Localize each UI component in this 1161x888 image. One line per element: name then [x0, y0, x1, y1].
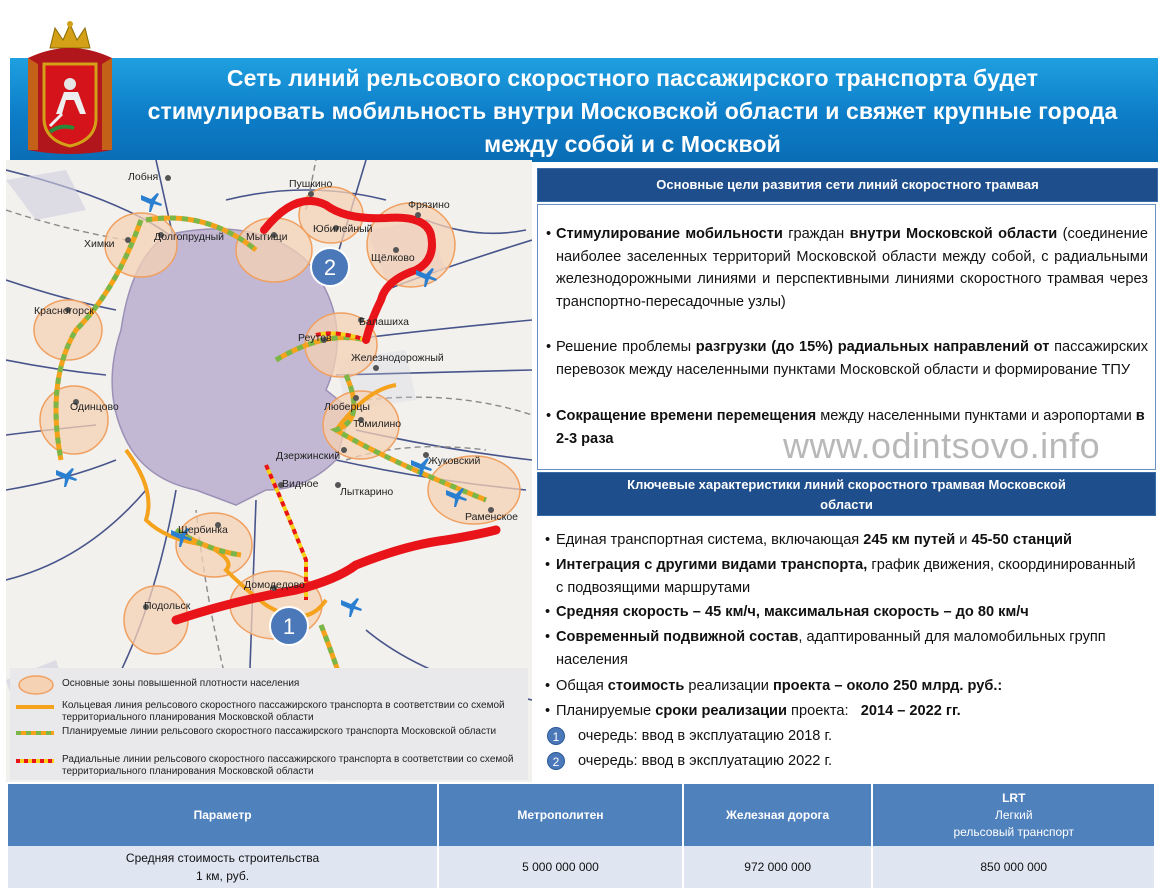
map-legend — [10, 668, 528, 780]
coat-of-arms-icon — [20, 18, 120, 158]
legend-planned-text: Планируемые линии рельсового скоростного пассажирского транспорта Московской области — [62, 726, 497, 737]
goal-3-bold-1: Сокращение времени перемещения — [556, 408, 817, 424]
legend-zones-text: Основные зоны повышенной плотности населения — [62, 678, 300, 689]
goal-2-text-2: пассажирских перевозок между населенными пунктами Московской области и формирование ТПУ — [556, 339, 1148, 378]
legend-planned-swatch — [16, 728, 56, 738]
map-label-khimki: Химки — [84, 238, 115, 250]
goal-3-text-1: между населенными пунктами и аэропортами — [816, 408, 1136, 424]
table-cell-metro: 5 000 000 000 — [439, 846, 682, 888]
char-5-text-2: реализации — [684, 678, 773, 694]
characteristics-heading-line-2: области — [820, 497, 873, 512]
bullet: • — [546, 408, 552, 424]
map-label-shcherbinka: Щербинка — [178, 524, 228, 536]
legend-zones — [10, 678, 528, 698]
legend-radial-text: Радиальные линии рельсового скоростного пассажирского транспорта в соответствии со схемой территориального планирования Московской области — [62, 754, 514, 777]
bullet: • — [545, 703, 551, 719]
goal-2-text-1: Решение проблемы — [556, 339, 696, 355]
title-line-3: между собой и с Москвой — [484, 131, 781, 157]
stage-2-text: очередь: ввод в эксплуатацию 2022 г. — [578, 753, 833, 769]
map-label-reutov: Реутов — [298, 332, 332, 344]
char-1-bold-1: 245 км путей — [863, 532, 956, 548]
map-label-mytishchi: Мытищи — [246, 231, 288, 243]
stage-marker-2 — [311, 248, 349, 286]
bullet: • — [545, 557, 551, 573]
table-header-lrt-line-3: рельсовый транспорт — [953, 824, 1075, 839]
char-item-schedule — [545, 700, 1145, 723]
char-6-bold-2: 2014 – 2022 гг. — [860, 703, 961, 719]
table-cell-lrt: 850 000 000 — [873, 846, 1154, 888]
map-label-shchelkovo: Щёлково — [371, 252, 415, 264]
table-cell-parameter-line-2: 1 км, руб. — [196, 869, 250, 883]
title-line-1: Сеть линий рельсового скоростного пассажирского транспорта будет — [226, 65, 1039, 91]
page-title — [110, 62, 1155, 161]
char-6-text-2: проекта: — [787, 703, 861, 719]
map-label-domodedovo: Домодедово — [244, 579, 305, 591]
map-label-zhukovsky: Жуковский — [428, 455, 481, 467]
map-label-podolsk: Подольск — [144, 600, 191, 612]
legend-zone-swatch — [16, 675, 56, 695]
char-5-bold-1: стоимость — [607, 678, 685, 694]
characteristics-heading-line-1: Ключевые характеристики линий скоростного трамвая Московской — [627, 477, 1066, 492]
map-label-lytkarino: Лыткарино — [340, 486, 394, 498]
table-cell-railway: 972 000 000 — [684, 846, 872, 888]
goal-1-text-1: граждан — [782, 226, 850, 242]
char-item-network — [545, 529, 1145, 552]
table-header-lrt — [873, 784, 1154, 846]
char-3-bold-1: Средняя скорость – 45 км/ч, максимальная скорость – до 80 км/ч — [556, 604, 1029, 620]
goal-1-text-2: (соединение наиболее заселенных территорий Московской области между собой, с радиальными железнодорожными линиями и перспективными линиями скоростного трамвая через транспортно-пересадочные узлы) — [556, 226, 1148, 310]
goal-item-mobility — [546, 223, 1148, 313]
char-item-integration — [545, 554, 1145, 599]
legend-radial-swatch — [16, 756, 56, 766]
bullet: • — [545, 604, 551, 620]
stage-marker-1 — [270, 607, 308, 645]
map-label-zheleznodorozhny: Железнодорожный — [351, 352, 444, 364]
char-6-bold-1: сроки реализации — [655, 703, 787, 719]
map-label-odintsovo: Одинцово — [70, 401, 119, 413]
char-1-bold-2: 45-50 станций — [971, 532, 1072, 548]
legend-ring — [10, 700, 528, 726]
bullet: • — [545, 532, 551, 548]
table-header-lrt-line-1: LRT — [1002, 790, 1026, 805]
goal-1-bold-2: внутри Московской области — [849, 226, 1058, 242]
stage-1-number-icon: 1 — [547, 727, 565, 745]
char-2-bold-1: Интеграция с другими видами транспорта, — [556, 557, 868, 573]
characteristics-heading — [537, 472, 1156, 516]
char-5-text-1: Общая — [556, 678, 608, 694]
map-label-yubileyny: Юбилейный — [313, 223, 373, 235]
char-2-text-1: график движения, скоординированный с подвозящими маршрутами — [556, 557, 1136, 596]
bullet: • — [545, 629, 551, 645]
char-4-text-1: , адаптированный для маломобильных групп населения — [556, 629, 1106, 668]
char-1-text-2: и — [955, 532, 972, 548]
comparison-table — [6, 784, 1156, 888]
char-6-text-1: Планируемые — [556, 703, 656, 719]
bullet: • — [546, 339, 552, 355]
map-label-ramenskoe: Раменское — [465, 511, 518, 523]
goal-1-bold-1: Стимулирование мобильности — [556, 226, 783, 242]
map-label-lyubertsy: Люберцы — [324, 401, 370, 413]
char-5-bold-2: проекта – около 250 млрд. руб.: — [772, 678, 1003, 694]
map-label-vidnoe: Видное — [282, 478, 319, 490]
char-item-speed — [545, 601, 1145, 624]
char-4-bold-1: Современный подвижной состав — [556, 629, 799, 645]
map-label-krasnogorsk: Красногорск — [34, 305, 94, 317]
table-cell-parameter-line-1: Средняя стоимость строительства — [125, 851, 320, 865]
table-header-row — [8, 784, 1154, 846]
char-item-rolling-stock — [545, 626, 1145, 671]
stage-marker-2-label: 2 — [323, 255, 337, 280]
table-header-railway: Железная дорога — [684, 784, 872, 846]
char-item-cost — [545, 675, 1145, 698]
table-header-lrt-line-2: Легкий — [994, 807, 1033, 822]
legend-planned — [10, 726, 528, 752]
stage-2-item — [545, 750, 1145, 773]
map-label-dzerzhinsky: Дзержинский — [276, 450, 341, 462]
watermark: www.odintsovo.info — [783, 425, 1101, 466]
map-label-balashikha: Балашиха — [359, 316, 409, 328]
char-1-text-1: Единая транспортная система, включающая — [556, 532, 864, 548]
stage-marker-1-label: 1 — [282, 614, 296, 639]
stage-1-text: очередь: ввод в эксплуатацию 2018 г. — [578, 728, 833, 744]
map-label-pushkino: Пушкино — [289, 178, 333, 190]
title-line-2: стимулировать мобильность внутри Московской области и свяжет крупные города — [147, 98, 1118, 124]
goal-2-bold-1: разгрузки (до 15%) радиальных направлений от — [695, 339, 1050, 355]
goal-item-unloading — [546, 336, 1148, 381]
table-cell-parameter — [8, 846, 437, 888]
stage-1-item — [545, 725, 1145, 748]
goals-heading: Основные цели развития сети линий скоростного трамвая — [537, 168, 1158, 202]
map-label-fryazino: Фрязино — [408, 199, 450, 211]
map-label-dolgoprudny: Долгопрудный — [154, 231, 225, 243]
legend-radial — [10, 754, 528, 780]
bullet: • — [546, 226, 552, 242]
legend-ring-swatch — [16, 702, 56, 712]
bullet: • — [545, 678, 551, 694]
map-label-lobnya: Лобня — [128, 171, 159, 183]
goal-3-bold-2: в 2-3 раза — [556, 408, 1145, 447]
table-header-metro: Метрополитен — [439, 784, 682, 846]
table-row — [8, 846, 1154, 888]
map-label-tomilino: Томилино — [353, 418, 402, 430]
legend-ring-text: Кольцевая линия рельсового скоростного пассажирского транспорта в соответствии со схемой территориального планирования Московской области — [62, 700, 505, 723]
table-header-parameter: Параметр — [8, 784, 437, 846]
stage-2-number-icon: 2 — [547, 752, 565, 770]
characteristics-panel — [537, 518, 1154, 782]
